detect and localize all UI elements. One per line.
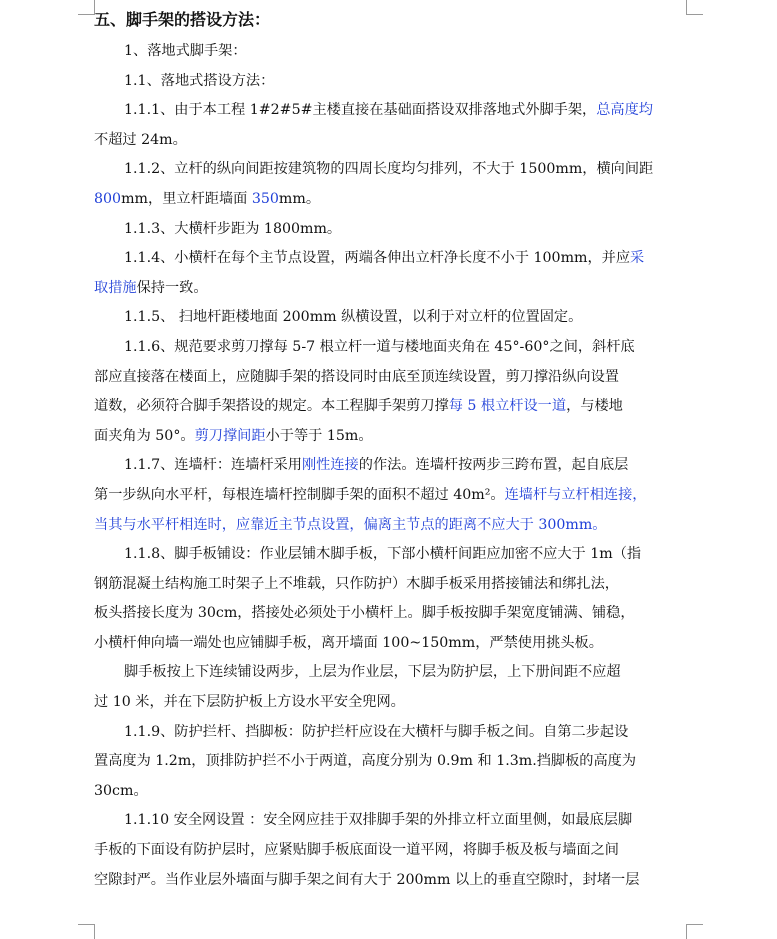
text-line: 不超过 24m。 xyxy=(94,131,187,148)
highlighted-text: 当其与水平杆相连时，应靠近主节点设置，偏离主节点的距离不应大于 300mm。 xyxy=(94,516,607,533)
text-line: 1.1.8、脚手板铺设：作业层铺木脚手板，下部小横杆间距应加密不应大于 1m（指 xyxy=(124,546,642,563)
text-line: 钢筋混凝土结构施工时架子上不堆载，只作防护）木脚手板采用搭接铺法和绑扎法， xyxy=(94,575,619,592)
text-run: ，与楼地 xyxy=(566,398,623,415)
document-body xyxy=(94,6,688,895)
text-line: 过 10 米，并在下层防护板上方设水平安全兜网。 xyxy=(94,694,405,711)
highlighted-text: 剪刀撑间距 xyxy=(194,427,266,444)
text-run: 的作法。连墙杆按两步三跨布置，起自底层 xyxy=(358,457,629,474)
text-run: 保持一致。 xyxy=(136,279,208,296)
text-run: 1.1.1、由于本工程 1#2#5#主楼直接在基础面搭设双排落地式外脚手架， xyxy=(124,102,597,119)
section-heading: 五、脚手架的搭设方法： xyxy=(94,10,271,29)
text-run: 道数，必须符合脚手架搭设的规定。本工程脚手架剪刀撑 xyxy=(94,398,449,415)
paragraph-1-1-8 xyxy=(94,540,688,658)
text-run: 1.1.7、连墙杆：连墙杆采用 xyxy=(124,457,302,474)
highlighted-text: 刚性连接 xyxy=(301,457,359,474)
text-run: mm。 xyxy=(278,190,321,207)
text-run: 1.1.4、小横杆在每个主节点设置，两端各伸出立杆净长度不小于 100mm，并应 xyxy=(124,250,631,267)
text-run: 第一步纵向水平杆，每根连墙杆控制脚手架的面积不超过 40m²。 xyxy=(94,486,505,503)
text-line: 小横杆伸向墙一端处也应铺脚手板，离开墙面 100~150mm，严禁使用挑头板。 xyxy=(94,634,603,651)
text-run: 面夹角为 50°。 xyxy=(94,427,195,444)
paragraph-1-1-9 xyxy=(94,718,688,807)
paragraph-1-1-3: 1.1.3、大横杆步距为 1800mm。 xyxy=(124,220,342,237)
crop-mark-top-left xyxy=(78,0,95,15)
crop-mark-bottom-left xyxy=(78,924,95,939)
text-line: 置高度为 1.2m，顶排防护拦不小于两道，高度分别为 0.9m 和 1.3m.挡脚板的高度为 xyxy=(94,753,637,770)
text-line: 空隙封严。当作业层外墙面与脚手架之间有大于 200mm 以上的垂直空隙时，封堵一层 xyxy=(94,871,640,888)
text-line: 1.1.10 安全网设置 ：安全网应挂于双排脚手架的外排立杆立面里侧，如最底层脚 xyxy=(124,812,633,829)
text-line: 部应直接落在楼面上，应随脚手架的搭设同时由底至顶连续设置，剪刀撑沿纵向设置 xyxy=(94,368,619,385)
paragraph-1-1-2 xyxy=(94,155,688,214)
highlighted-text: 连墙杆与立杆相连接， xyxy=(504,486,647,503)
crop-mark-top-right xyxy=(686,0,703,15)
paragraph-1-1-6 xyxy=(94,333,688,451)
paragraph-1-1-1 xyxy=(94,96,688,155)
paragraph-scaffold-type: 1、落地式脚手架： xyxy=(124,43,247,59)
crop-mark-bottom-right xyxy=(686,924,703,939)
paragraph-scaffold-board xyxy=(94,658,688,717)
paragraph-1-1-4 xyxy=(94,244,688,303)
text-line: 板头搭接长度为 30cm，搭接处必须处于小横杆上。脚手板按脚手架宽度铺满、铺稳， xyxy=(94,605,635,622)
highlighted-text: 取措施 xyxy=(94,279,137,296)
paragraph-1-1-5: 1.1.5、 扫地杆距楼地面 200mm 纵横设置，以利于对立杆的位置固定。 xyxy=(124,309,583,326)
text-line: 手板的下面设有防护层时，应紧贴脚手板底面设一道平网，将脚手板及板与墙面之间 xyxy=(94,842,619,859)
text-line: 30cm。 xyxy=(94,782,148,799)
paragraph-erection-method: 1.1、落地式搭设方法： xyxy=(124,72,275,89)
text-line: 1.1.9、防护拦杆、挡脚板：防护拦杆应设在大横杆与脚手板之间。自第二步起设 xyxy=(124,723,629,740)
highlighted-text: 800 xyxy=(94,190,122,207)
text-line: 1.1.2、立杆的纵向间距按建筑物的四周长度均匀排列，不大于 1500mm，横向间距 xyxy=(124,161,654,178)
highlighted-text: 采 xyxy=(630,250,645,267)
text-run: 小于等于 15m。 xyxy=(265,427,373,444)
paragraph-1-1-10 xyxy=(94,806,688,895)
text-line: 1.1.6、规范要求剪刀撑每 5-7 根立杆一道与楼地面夹角在 45°-60°之间，斜杆底 xyxy=(124,338,635,355)
paragraph-1-1-7 xyxy=(94,451,688,540)
text-run: mm，里立杆距墙面 xyxy=(121,190,252,207)
highlighted-text: 350 xyxy=(251,190,279,207)
highlighted-text: 每 5 根立杆设一道 xyxy=(448,398,567,415)
text-line: 脚手板按上下连续铺设两步，上层为作业层，下层为防护层，上下册间距不应超 xyxy=(124,664,621,681)
highlighted-text: 总高度均 xyxy=(596,102,653,119)
